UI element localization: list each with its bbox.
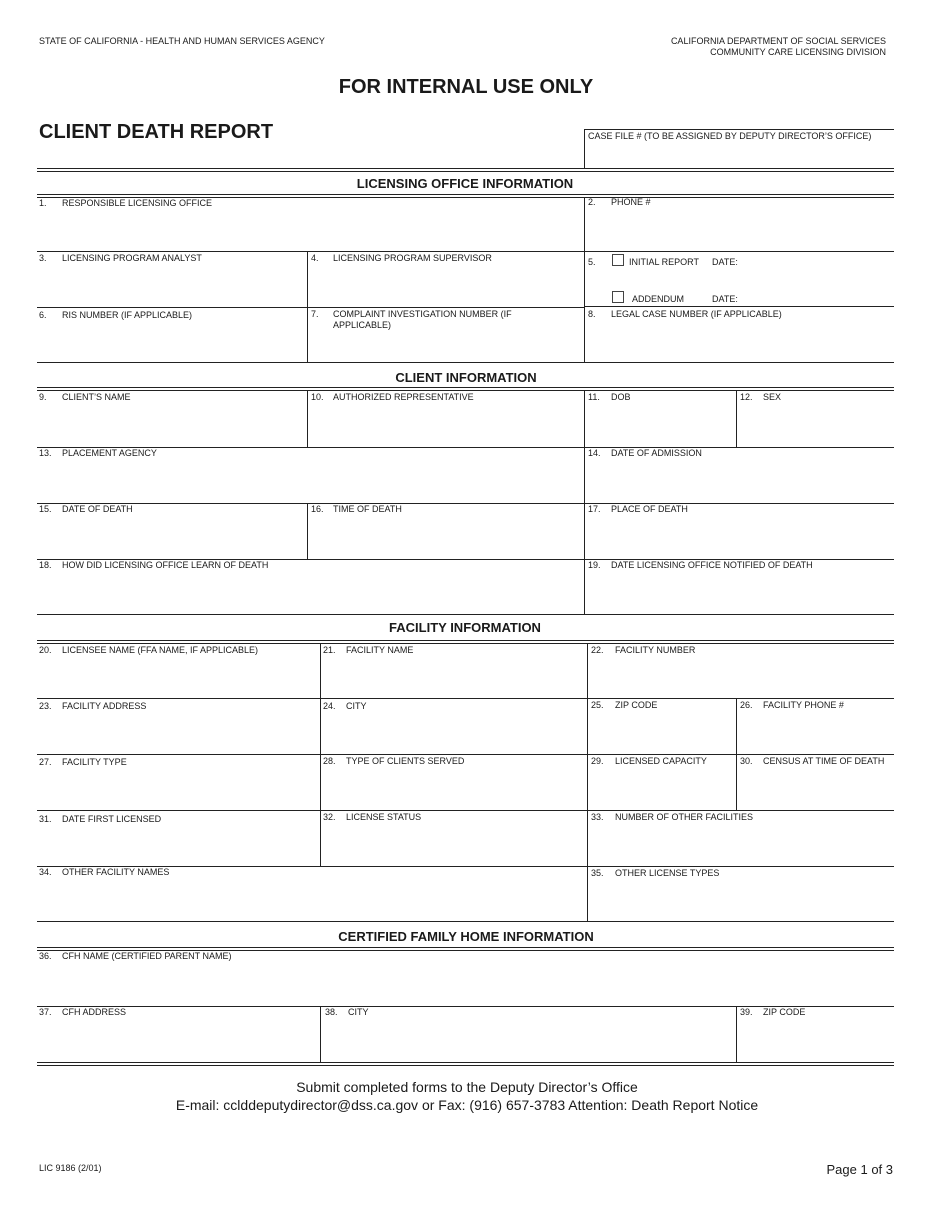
field-35-number: 35. (591, 868, 604, 878)
field-7-label: COMPLAINT INVESTIGATION NUMBER (IF APPLICABLE) (333, 309, 512, 330)
other-license-types-input[interactable] (589, 880, 892, 919)
field-13-number: 13. (39, 448, 52, 458)
field-32-label: LICENSE STATUS (346, 812, 422, 822)
field-26-label: FACILITY PHONE # (763, 700, 844, 710)
field-18-label: HOW DID LICENSING OFFICE LEARN OF DEATH (62, 560, 269, 570)
field-14-label: DATE OF ADMISSION (611, 448, 702, 458)
field-39-label: ZIP CODE (763, 1007, 806, 1017)
field-17-label: PLACE OF DEATH (611, 504, 688, 514)
phone-input[interactable] (586, 210, 892, 250)
field-11-number: 11. (588, 392, 600, 402)
field-33-number: 33. (591, 812, 604, 822)
field-9-number: 9. (39, 392, 47, 402)
ris-number-input[interactable] (38, 322, 305, 360)
field-6-number: 6. (39, 310, 47, 320)
addendum-date-label: DATE: (712, 294, 738, 304)
field-39-number: 39. (740, 1007, 753, 1017)
section-facility: FACILITY INFORMATION (389, 620, 541, 635)
field-25-label: ZIP CODE (615, 700, 658, 710)
initial-report-checkbox[interactable] (612, 254, 624, 266)
field-33-label: NUMBER OF OTHER FACILITIES (615, 812, 754, 822)
field-5-number: 5. (588, 257, 596, 267)
agency-right-2: COMMUNITY CARE LICENSING DIVISION (710, 47, 886, 57)
field-4-number: 4. (311, 253, 319, 263)
field-6-label: RIS NUMBER (IF APPLICABLE) (62, 310, 193, 320)
initial-date-label: DATE: (712, 257, 738, 267)
field-14-number: 14. (588, 448, 601, 458)
field-36-number: 36. (39, 951, 52, 961)
field-17-number: 17. (588, 504, 601, 514)
field-15-label: DATE OF DEATH (62, 504, 133, 514)
other-facility-names-input[interactable] (38, 880, 585, 919)
facility-city-input[interactable] (322, 713, 585, 752)
cfh-zip-input[interactable] (738, 1020, 892, 1060)
census-input[interactable] (738, 769, 892, 808)
field-23-label: FACILITY ADDRESS (62, 701, 147, 711)
complaint-investigation-input[interactable] (309, 333, 582, 360)
field-21-label: FACILITY NAME (346, 645, 414, 655)
field-16-number: 16. (311, 504, 324, 514)
agency-left: STATE OF CALIFORNIA - HEALTH AND HUMAN SERVICES AGENCY (39, 36, 325, 46)
field-26-number: 26. (740, 700, 753, 710)
field-32-number: 32. (323, 812, 336, 822)
field-34-label: OTHER FACILITY NAMES (62, 867, 170, 877)
addendum-checkbox[interactable] (612, 291, 624, 303)
field-34-number: 34. (39, 867, 52, 877)
date-of-admission-input[interactable] (586, 460, 892, 501)
field-27-number: 27. (39, 757, 52, 767)
field-2-number: 2. (588, 197, 596, 207)
field-21-number: 21. (323, 645, 336, 655)
cfh-name-input[interactable] (38, 964, 892, 1004)
facility-address-input[interactable] (38, 713, 318, 752)
cfh-city-input[interactable] (322, 1020, 734, 1060)
field-28-label: TYPE OF CLIENTS SERVED (346, 756, 465, 766)
field-19-label: DATE LICENSING OFFICE NOTIFIED OF DEATH (611, 560, 813, 570)
field-35-label: OTHER LICENSE TYPES (615, 868, 720, 878)
placement-agency-input[interactable] (38, 460, 582, 501)
field-27-label: FACILITY TYPE (62, 757, 127, 767)
responsible-licensing-office-input[interactable] (38, 210, 582, 250)
facility-number-input[interactable] (589, 657, 892, 696)
contact-line: E-mail: cclddeputydirector@dss.ca.gov or Fax: (916) 657-3783 Attention: Death Report Notice (175, 1097, 759, 1113)
type-of-clients-input[interactable] (322, 769, 585, 808)
field-19-number: 19. (588, 560, 601, 570)
initial-report-label: INITIAL REPORT (629, 257, 700, 267)
field-22-number: 22. (591, 645, 604, 655)
field-12-label: SEX (763, 392, 782, 402)
field-29-number: 29. (591, 756, 604, 766)
facility-name-input[interactable] (322, 657, 585, 696)
field-30-number: 30. (740, 756, 753, 766)
field-20-number: 20. (39, 645, 52, 655)
field-37-number: 37. (39, 1007, 52, 1017)
field-1-number: 1. (39, 198, 47, 208)
date-notified-input[interactable] (586, 572, 892, 612)
field-37-label: CFH ADDRESS (62, 1007, 127, 1017)
licensing-program-supervisor-input[interactable] (309, 265, 582, 305)
field-31-label: DATE FIRST LICENSED (62, 814, 162, 824)
time-of-death-input[interactable] (309, 516, 582, 557)
field-15-number: 15. (39, 504, 52, 514)
field-22-label: FACILITY NUMBER (615, 645, 696, 655)
field-29-label: LICENSED CAPACITY (615, 756, 707, 766)
field-4-label: LICENSING PROGRAM SUPERVISOR (333, 253, 492, 263)
section-client: CLIENT INFORMATION (395, 370, 537, 385)
field-24-number: 24. (323, 701, 336, 711)
legal-case-number-input[interactable] (586, 322, 892, 360)
field-9-label: CLIENT’S NAME (62, 392, 131, 402)
licensee-name-input[interactable] (38, 657, 318, 696)
field-8-label: LEGAL CASE NUMBER (IF APPLICABLE) (611, 309, 782, 319)
field-23-number: 23. (39, 701, 52, 711)
field-31-number: 31. (39, 814, 52, 824)
field-30-label: CENSUS AT TIME OF DEATH (763, 756, 885, 766)
field-1-label: RESPONSIBLE LICENSING OFFICE (62, 198, 213, 208)
field-28-number: 28. (323, 756, 336, 766)
field-10-label: AUTHORIZED REPRESENTATIVE (333, 392, 474, 402)
section-cfh: CERTIFIED FAMILY HOME INFORMATION (338, 929, 594, 944)
facility-zip-input[interactable] (589, 713, 734, 752)
number-other-facilities-input[interactable] (589, 826, 892, 864)
page-number: Page 1 of 3 (826, 1162, 893, 1177)
field-24-label: CITY (346, 701, 367, 711)
licensed-capacity-input[interactable] (589, 769, 734, 808)
form-title: CLIENT DEATH REPORT (39, 121, 274, 143)
field-36-label: CFH NAME (CERTIFIED PARENT NAME) (62, 951, 232, 961)
authorized-representative-input[interactable] (309, 404, 582, 445)
cfh-address-input[interactable] (38, 1020, 318, 1060)
license-status-input[interactable] (322, 826, 585, 864)
sex-input[interactable] (738, 404, 892, 445)
field-8-number: 8. (588, 309, 596, 319)
field-25-number: 25. (591, 700, 604, 710)
facility-type-input[interactable] (38, 769, 318, 808)
field-10-number: 10. (311, 392, 324, 402)
date-of-death-input[interactable] (38, 516, 305, 557)
field-20-label: LICENSEE NAME (FFA NAME, IF APPLICABLE) (62, 645, 259, 655)
addendum-label: ADDENDUM (632, 294, 685, 304)
how-learned-of-death-input[interactable] (38, 572, 582, 612)
form-code: LIC 9186 (2/01) (39, 1163, 102, 1173)
facility-phone-input[interactable] (738, 713, 892, 752)
case-file-label: CASE FILE # (TO BE ASSIGNED BY DEPUTY DIRECTOR’S OFFICE) (588, 131, 872, 141)
licensing-program-analyst-input[interactable] (38, 265, 305, 305)
agency-right-1: CALIFORNIA DEPARTMENT OF SOCIAL SERVICES (670, 36, 886, 46)
field-13-label: PLACEMENT AGENCY (62, 448, 157, 458)
case-file-input[interactable] (586, 143, 892, 167)
field-12-number: 12. (740, 392, 753, 402)
field-2-label: PHONE # (611, 197, 651, 207)
field-18-number: 18. (39, 560, 52, 570)
internal-use-title: FOR INTERNAL USE ONLY (338, 76, 594, 98)
field-3-label: LICENSING PROGRAM ANALYST (62, 253, 202, 263)
field-38-number: 38. (325, 1007, 338, 1017)
date-first-licensed-input[interactable] (38, 826, 318, 864)
field-38-label: CITY (348, 1007, 369, 1017)
field-11-label: DOB (611, 392, 631, 402)
client-name-input[interactable] (38, 404, 305, 445)
dob-input[interactable] (586, 404, 734, 445)
place-of-death-input[interactable] (586, 516, 892, 557)
section-licensing: LICENSING OFFICE INFORMATION (356, 176, 574, 191)
field-7-number: 7. (311, 309, 319, 319)
field-16-label: TIME OF DEATH (333, 504, 402, 514)
submit-instructions: Submit completed forms to the Deputy Director’s Office (296, 1079, 638, 1095)
field-3-number: 3. (39, 253, 47, 263)
